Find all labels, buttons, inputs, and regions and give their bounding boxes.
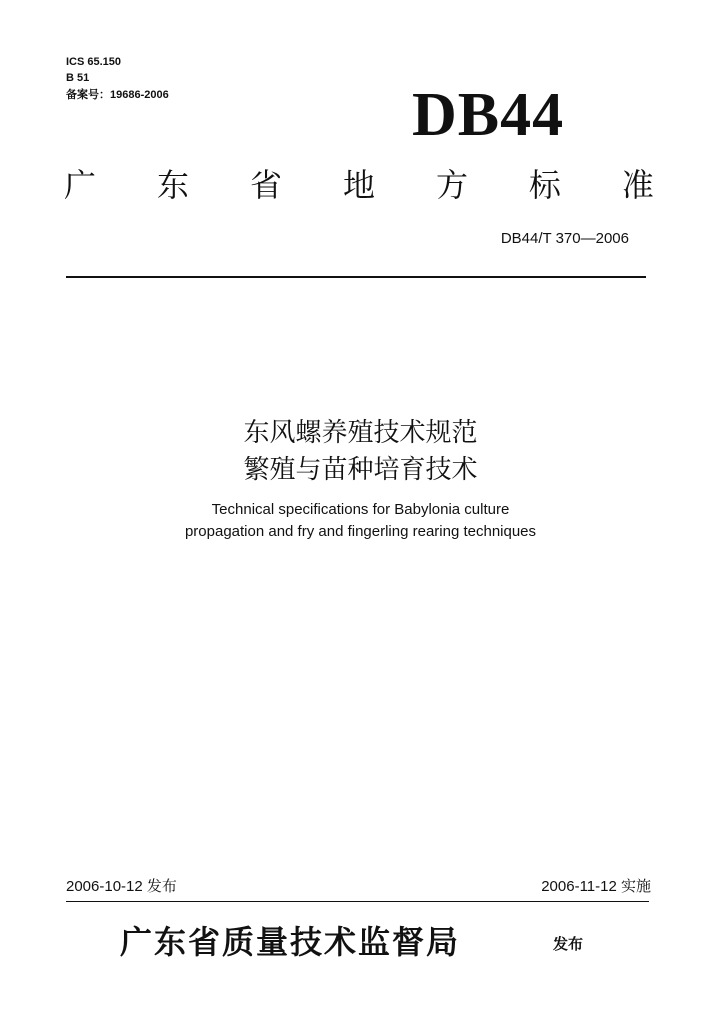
implementation-date: 2006-11-12 实施 — [541, 878, 651, 895]
standard-type-char: 方 — [435, 166, 468, 204]
standard-type-char: 东 — [156, 166, 189, 204]
standard-type-char: 地 — [342, 166, 375, 204]
standard-number: DB44/T 370—2006 — [500, 230, 629, 247]
ccs-code: B 51 — [66, 72, 90, 84]
issue-date: 2006-10-12 发布 — [66, 878, 177, 895]
footer-divider — [66, 901, 649, 902]
ics-code: ICS 65.150 — [66, 56, 122, 68]
record-number: 备案号：19686-2006 — [66, 89, 169, 101]
header-divider — [66, 276, 646, 278]
issuing-authority: 广东省质量技术监督局 — [120, 923, 461, 961]
standard-type-char: 广 — [64, 166, 97, 204]
issuing-authority-suffix: 发布 — [553, 935, 584, 953]
title-chinese-line-1: 东风螺养殖技术规范 — [243, 418, 478, 448]
title-chinese-line-2: 繁殖与苗种培育技术 — [243, 455, 478, 485]
standard-type-char: 准 — [621, 166, 654, 204]
standard-type-char: 标 — [528, 166, 561, 204]
standard-type-char: 省 — [249, 166, 282, 204]
title-english-line-2: propagation and fry and fingerling rearing techniques — [184, 523, 537, 540]
title-english-line-1: Technical specifications for Babylonia culture — [211, 501, 510, 518]
db-logo: DB44 — [412, 81, 565, 149]
standard-type-heading — [64, 165, 654, 205]
